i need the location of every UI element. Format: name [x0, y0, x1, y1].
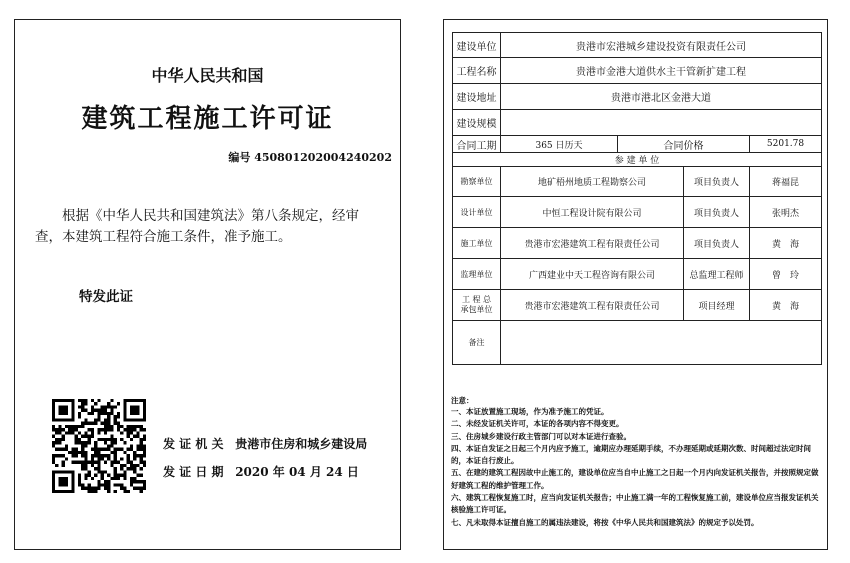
participant-role: 工 程 总 承包单位 — [453, 290, 501, 321]
note-item: 四、本证自发证之日起三个月内应予施工，逾期应办理延期手续，不办理延期或延期次数、时间超过法定时间的，本证自行废止。 — [451, 443, 811, 466]
project-name-label: 工程名称 — [453, 58, 501, 84]
address-label: 建设地址 — [453, 84, 501, 110]
note-item: 一、本证放置施工现场，作为准予施工的凭证。 — [451, 407, 609, 416]
participants-header: 参 建 单 位 — [453, 153, 822, 167]
issue-date-row — [163, 463, 359, 480]
participant-title: 项目负责人 — [684, 197, 750, 228]
note-item: 七、凡未取得本证擅自施工的属违法建设，将按《中华人民共和国建筑法》的规定予以处罚。 — [451, 517, 759, 527]
certificate-title: 建筑工程施工许可证 — [81, 104, 334, 134]
table-row — [453, 84, 822, 110]
note-item: 六、建筑工程恢复施工时，应当向发证机关报告；中止施工满一年的工程恢复施工前，建设单位应当报发证机关核验施工许可证。 — [451, 493, 819, 515]
table-row — [453, 136, 822, 153]
certificate-body-text: 根据《中华人民共和国建筑法》第八条规定，经审查，本建筑工程符合施工条件，准予施工。 — [35, 208, 359, 245]
participant-unit: 中恒工程设计院有限公司 — [501, 197, 684, 228]
participant-row — [453, 290, 822, 321]
participant-row — [453, 259, 822, 290]
remark-label: 备注 — [453, 321, 501, 365]
project-name-value: 贵港市金港大道供水主干管新扩建工程 — [501, 58, 822, 84]
table-row — [453, 33, 822, 58]
table-row — [453, 58, 822, 84]
issuer-label: 发 证 机 关 — [163, 437, 224, 451]
participant-person: 黄 海 — [750, 290, 822, 321]
participant-person: 黄 海 — [750, 228, 822, 259]
participant-person: 张明杰 — [750, 197, 822, 228]
note-item: 二、未经发证机关许可，本证的各项内容不得变更。 — [451, 419, 624, 429]
builder-value: 贵港市宏港城乡建设投资有限责任公司 — [501, 33, 822, 58]
participant-role: 设计单位 — [453, 197, 501, 228]
qr-code-icon — [52, 399, 146, 493]
note-item: 三、住房城乡建设行政主管部门可以对本证进行查验。 — [451, 431, 631, 441]
price-value: 5201.78 — [750, 136, 822, 153]
notes-title: 注意： — [451, 396, 474, 405]
issue-date-value: 2020 年 04 月 24 日 — [235, 465, 359, 479]
special-issue-text: 特发此证 — [79, 289, 133, 305]
permit-right-page — [443, 19, 828, 550]
address-value: 贵港市港北区金港大道 — [501, 84, 822, 110]
remark-value — [501, 321, 822, 365]
table-row — [453, 153, 822, 167]
participant-role: 勘察单位 — [453, 167, 501, 197]
participant-unit: 广西建业中天工程咨询有限公司 — [501, 259, 684, 290]
note-item: 五、在建的建筑工程因故中止施工的，建设单位应当自中止施工之日起一个月内向发证机关报告，并按照规定做好建筑工程的维护管理工作。 — [451, 468, 819, 490]
scale-label: 建设规模 — [453, 110, 501, 136]
participant-title: 总监理工程师 — [684, 259, 750, 290]
country-name: 中华人民共和国 — [151, 66, 264, 85]
issuer-row — [163, 435, 367, 452]
participant-row — [453, 167, 822, 197]
participant-unit: 贵港市宏港建筑工程有限责任公司 — [501, 290, 684, 321]
issue-date-label: 发 证 日 期 — [163, 465, 224, 479]
notes-list — [451, 406, 823, 529]
participant-title: 项目负责人 — [684, 228, 750, 259]
builder-label: 建设单位 — [453, 33, 501, 58]
period-label: 合同工期 — [453, 136, 501, 153]
participant-person: 蒋福昆 — [750, 167, 822, 197]
project-info-table — [452, 32, 822, 365]
scale-value — [501, 110, 822, 136]
period-value: 365 日历天 — [501, 136, 618, 153]
participant-row — [453, 197, 822, 228]
participant-person: 曾 玲 — [750, 259, 822, 290]
participant-unit: 地矿梧州地质工程勘察公司 — [501, 167, 684, 197]
table-row — [453, 110, 822, 136]
price-label: 合同价格 — [618, 136, 750, 153]
participant-row — [453, 228, 822, 259]
participant-role: 施工单位 — [453, 228, 501, 259]
table-row — [453, 321, 822, 365]
participant-unit: 贵港市宏港建筑工程有限责任公司 — [501, 228, 684, 259]
participant-title: 项目负责人 — [684, 167, 750, 197]
permit-left-page — [14, 19, 401, 550]
participant-role: 监理单位 — [453, 259, 501, 290]
participant-title: 项目经理 — [684, 290, 750, 321]
certificate-number: 编号 450801202004240202 — [228, 151, 392, 164]
issuer-value: 贵港市住房和城乡建设局 — [235, 437, 368, 451]
